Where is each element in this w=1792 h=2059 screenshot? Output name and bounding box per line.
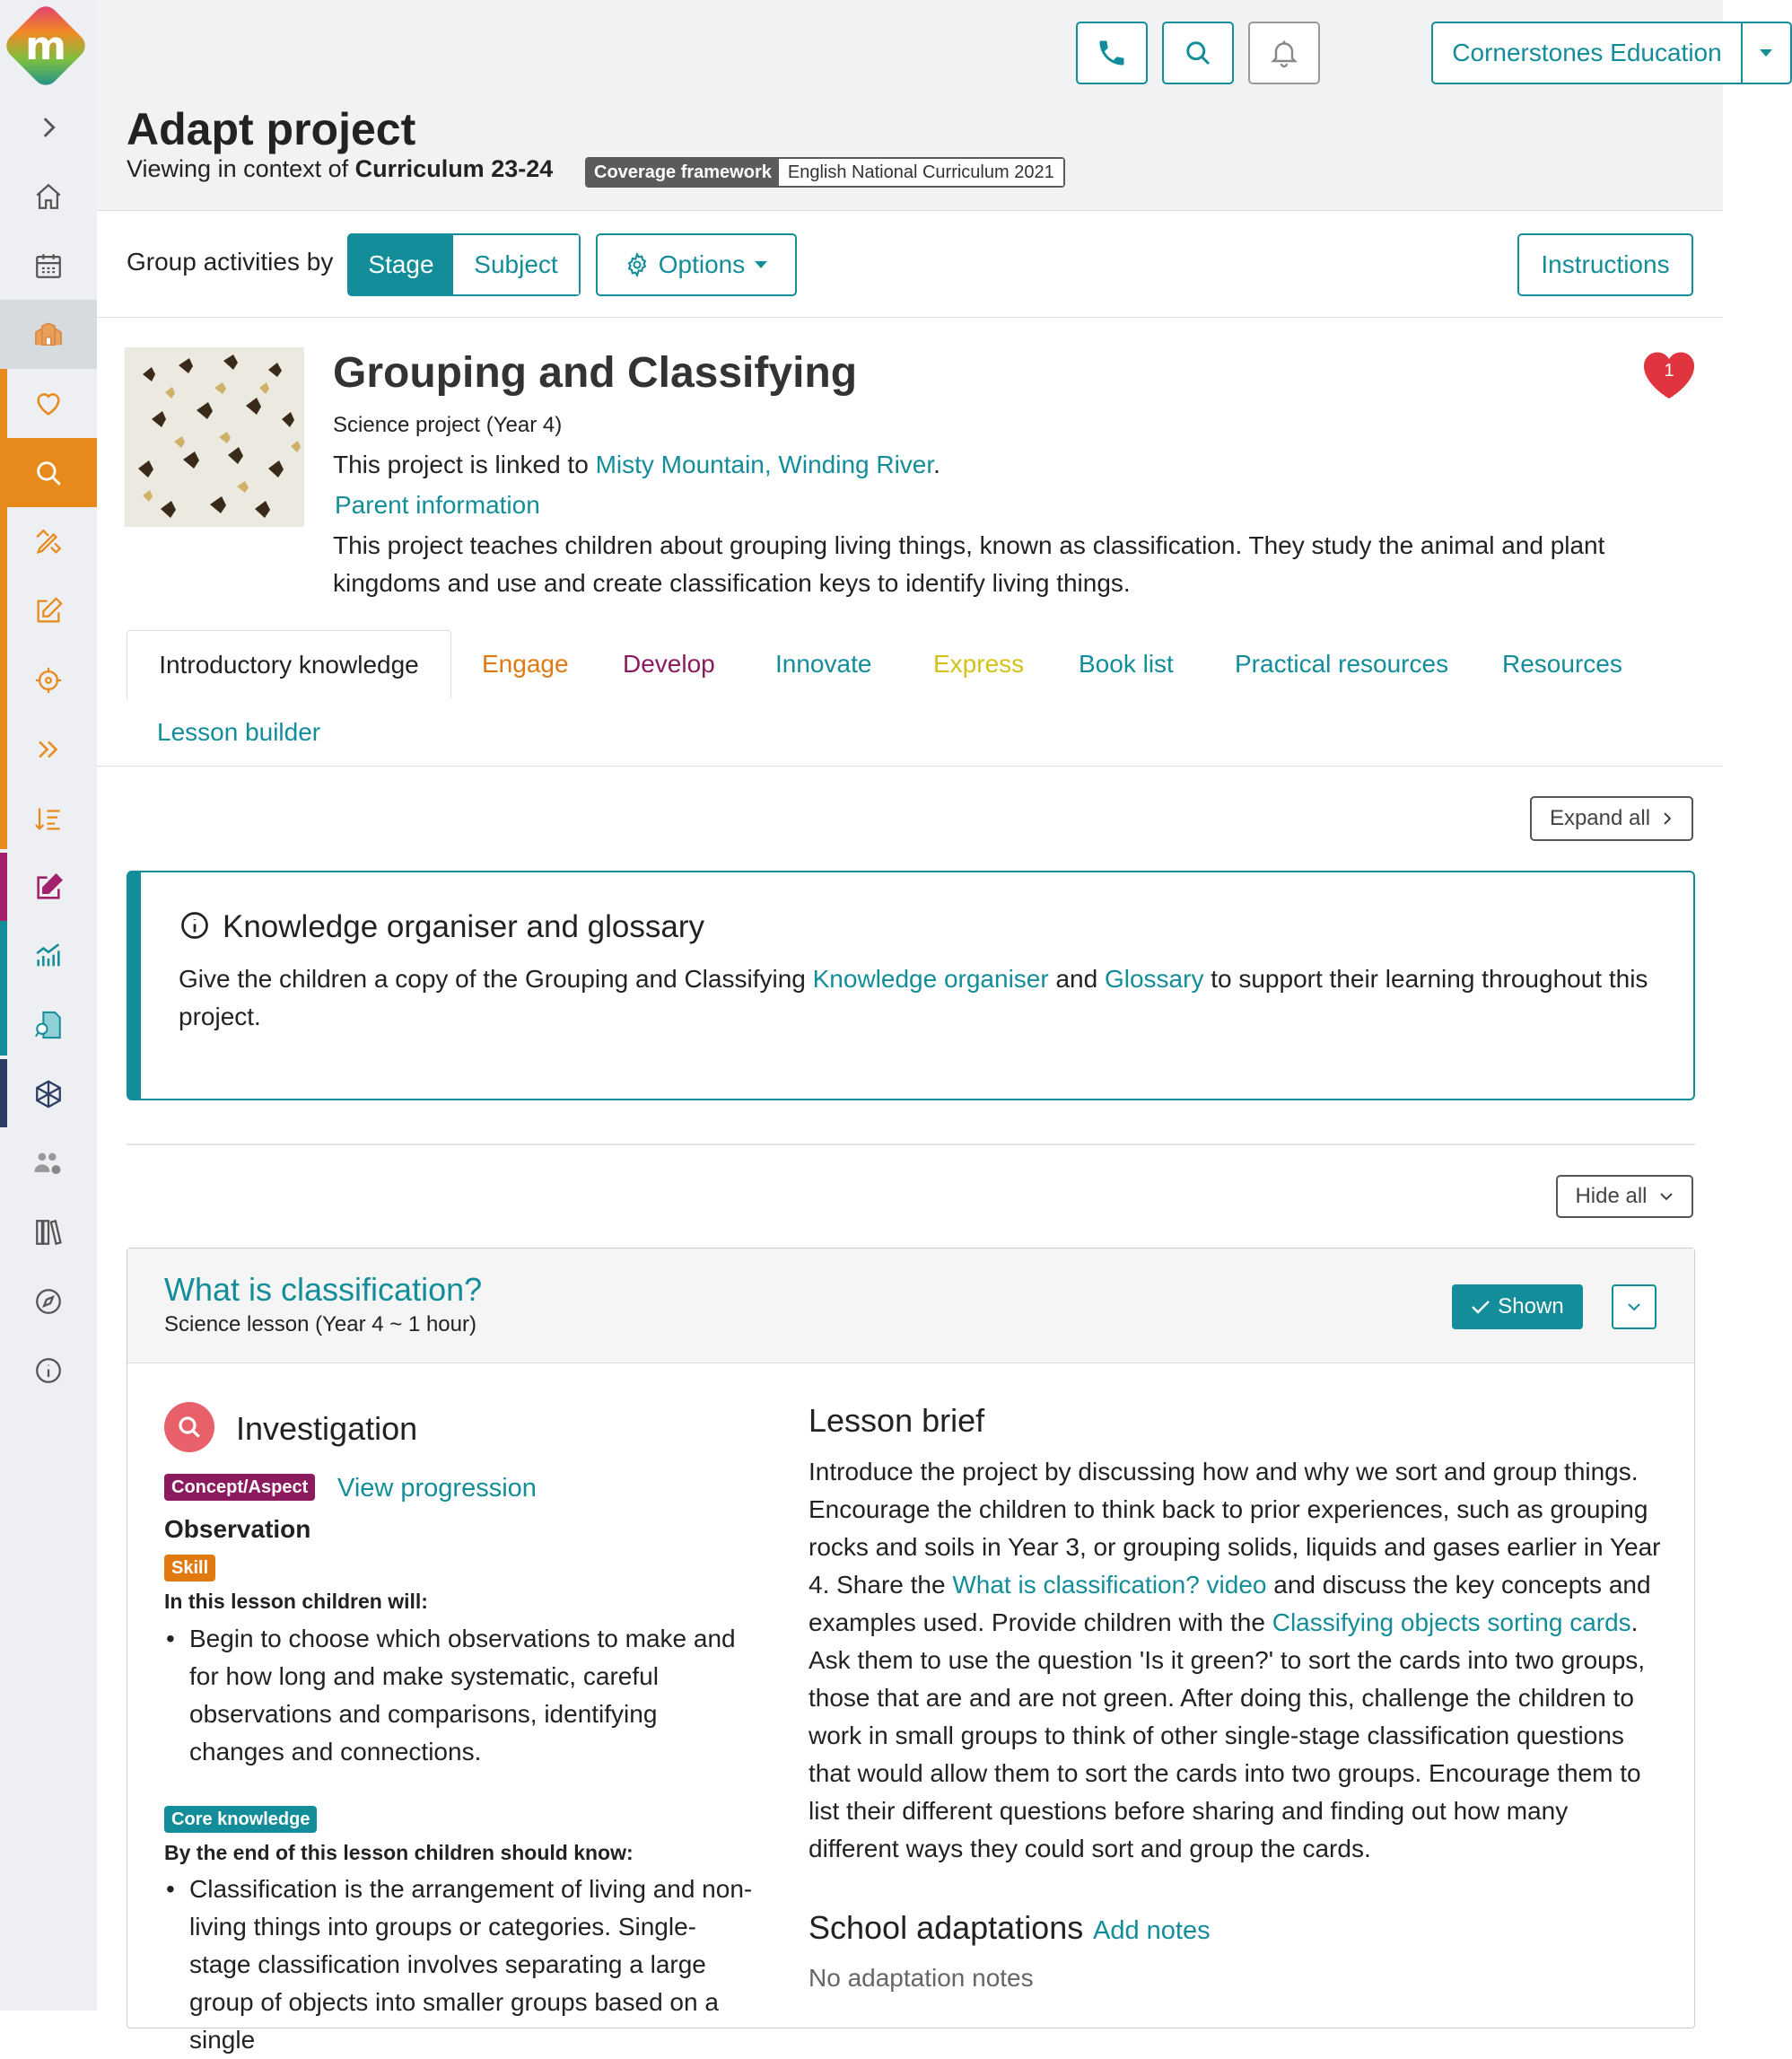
- tab-innovate[interactable]: Innovate: [775, 650, 872, 678]
- phone-button[interactable]: [1076, 22, 1148, 84]
- sidebar-item-explore[interactable]: [0, 1266, 97, 1336]
- add-notes-link[interactable]: Add notes: [1093, 1916, 1211, 1945]
- bell-icon: [1268, 37, 1300, 69]
- search-icon: [175, 1413, 204, 1441]
- sidebar: [0, 0, 97, 2011]
- sidebar-item-design[interactable]: [0, 507, 97, 576]
- lesson-subtitle: Science lesson (Year 4 ~ 1 hour): [164, 1312, 476, 1336]
- lesson-brief-title: Lesson brief: [809, 1402, 985, 1439]
- sidebar-item-sort[interactable]: [0, 784, 97, 853]
- notifications-button[interactable]: [1248, 22, 1320, 84]
- will-heading: In this lesson children will:: [164, 1590, 428, 1613]
- expand-all-label: Expand all: [1549, 806, 1651, 830]
- sidebar-item-favourites[interactable]: [0, 369, 97, 438]
- tab-express[interactable]: Express: [933, 650, 1025, 678]
- sidebar-item-home[interactable]: [0, 162, 97, 231]
- chevron-right-icon: [33, 112, 64, 143]
- chevron-down-icon: [1625, 1301, 1643, 1313]
- coverage-value: English National Curriculum 2021: [779, 159, 1063, 186]
- group-by-toggle: [347, 233, 581, 296]
- document-search-icon: [33, 1010, 64, 1040]
- page-header: [97, 0, 1723, 211]
- compass-icon: [33, 1286, 64, 1317]
- tabs-divider: [97, 766, 1723, 767]
- knowledge-organiser-text: [179, 960, 1650, 1036]
- brief-text-2: and discuss the key concepts and examples used. Provide children with the: [809, 1571, 1651, 1636]
- school-name[interactable]: Cornerstones Education: [1433, 23, 1743, 83]
- brief-text-1: Introduce the project by discussing how and why we sort and group things. Encourage the children to think back to prior experiences, such as grouping rocks and soils in Year 3, or grouping solids, liquids and gases earlier in Year 4. Share the: [809, 1458, 1661, 1599]
- classification-video-link[interactable]: What is classification? video: [952, 1571, 1267, 1599]
- pen-square-icon: [33, 872, 64, 903]
- lesson-type-title: Investigation: [236, 1410, 418, 1447]
- lesson-title[interactable]: What is classification?: [164, 1271, 483, 1308]
- tab-introductory-knowledge[interactable]: Introductory knowledge: [127, 630, 451, 698]
- project-thumbnail: [125, 347, 304, 527]
- heart-icon: [33, 389, 64, 419]
- tab-engage[interactable]: Engage: [482, 650, 569, 678]
- sidebar-item-analytics[interactable]: [0, 921, 97, 990]
- caret-down-icon: [754, 260, 768, 269]
- books-icon: [33, 1217, 64, 1248]
- linked-suffix: .: [933, 451, 940, 478]
- project-description: This project teaches children about grouping living things, known as classification. They study the animal and plant kingdoms and use and create classification keys to identify living things.: [333, 531, 1605, 597]
- search-button[interactable]: [1162, 22, 1234, 84]
- school-selector[interactable]: [1431, 22, 1792, 84]
- project-linked-line: [333, 451, 940, 479]
- concept-badge: Concept/Aspect: [164, 1474, 315, 1501]
- tab-practical-resources[interactable]: Practical resources: [1235, 650, 1449, 678]
- knowledge-text-3: to support their learning throughout this project.: [179, 965, 1648, 1030]
- search-icon: [33, 458, 64, 488]
- lesson-collapse-button[interactable]: [1612, 1284, 1657, 1329]
- linked-project-link[interactable]: Misty Mountain, Winding River: [595, 451, 934, 478]
- instructions-button[interactable]: Instructions: [1517, 233, 1693, 296]
- gear-icon: [625, 252, 650, 277]
- list-item: • Classification is the arrangement of living and non-living things into groups or categories. Single-stage classification involves separating a large group of objects into smaller groups based on a single: [164, 1871, 756, 2059]
- sidebar-item-school[interactable]: [0, 300, 97, 369]
- logo-icon[interactable]: m: [25, 22, 66, 69]
- hide-all-label: Hide all: [1575, 1184, 1648, 1208]
- school-adaptations-title: School adaptations: [809, 1909, 1084, 1946]
- context-curriculum: Curriculum 23-24: [354, 155, 554, 182]
- shown-toggle-button[interactable]: [1452, 1284, 1583, 1329]
- page-title: Adapt project: [127, 104, 416, 154]
- core-knowledge-badge: Core knowledge: [164, 1806, 317, 1833]
- expand-all-button[interactable]: [1530, 796, 1693, 841]
- tab-book-list[interactable]: Book list: [1079, 650, 1174, 678]
- options-label: Options: [658, 250, 746, 278]
- shown-label: Shown: [1498, 1294, 1564, 1319]
- knowledge-organiser-title: Knowledge organiser and glossary: [223, 909, 704, 944]
- users-settings-icon: [33, 1148, 64, 1178]
- caret-down-icon: [1758, 48, 1774, 58]
- favourite-count: 1: [1664, 361, 1674, 381]
- observation-label: Observation: [164, 1515, 311, 1543]
- glossary-link[interactable]: Glossary: [1104, 965, 1204, 993]
- edit-icon: [33, 596, 64, 626]
- knowledge-text-1: Give the children a copy of the Grouping and Classifying: [179, 965, 806, 993]
- sidebar-item-target[interactable]: [0, 645, 97, 714]
- project-title: Grouping and Classifying: [333, 349, 858, 397]
- sidebar-item-documents[interactable]: [0, 990, 97, 1059]
- sidebar-item-assess[interactable]: [0, 853, 97, 922]
- sidebar-item-library[interactable]: [0, 1197, 97, 1266]
- home-icon: [33, 181, 64, 212]
- know-list: [164, 1871, 756, 2059]
- group-by-stage-button[interactable]: Stage: [349, 235, 453, 294]
- network-icon: [33, 1079, 64, 1109]
- school-dropdown-toggle[interactable]: [1741, 23, 1790, 83]
- context-prefix: Viewing in context of: [127, 155, 349, 182]
- double-chevron-icon: [33, 734, 64, 765]
- sidebar-item-calendar[interactable]: [0, 231, 97, 300]
- skill-badge: Skill: [164, 1555, 215, 1581]
- project-subtitle: Science project (Year 4): [333, 413, 563, 437]
- info-icon: [179, 909, 211, 942]
- check-icon: [1471, 1299, 1490, 1315]
- section-divider: [127, 1143, 1695, 1145]
- sort-list-icon: [33, 803, 64, 834]
- sidebar-item-search[interactable]: [0, 438, 97, 507]
- group-by-subject-button[interactable]: Subject: [453, 235, 579, 294]
- no-adaptation-notes: No adaptation notes: [809, 1964, 1034, 1992]
- view-progression-link[interactable]: View progression: [337, 1474, 537, 1503]
- sidebar-item-progress[interactable]: [0, 714, 97, 784]
- chart-icon: [33, 941, 64, 971]
- parent-information-link[interactable]: Parent information: [335, 491, 540, 519]
- sidebar-item-edit[interactable]: [0, 576, 97, 645]
- tab-resources[interactable]: Resources: [1502, 650, 1622, 678]
- sorting-cards-link[interactable]: Classifying objects sorting cards: [1272, 1608, 1631, 1636]
- pencil-ruler-icon: [33, 527, 64, 557]
- list-item: • Begin to choose which observations to make and for how long and make systematic, careful observations and comparisons, identifying changes and connections.: [164, 1620, 756, 1771]
- tab-develop[interactable]: Develop: [623, 650, 715, 678]
- coverage-key: Coverage framework: [587, 159, 779, 186]
- sidebar-item-users[interactable]: [0, 1128, 97, 1197]
- favourite-button[interactable]: [1642, 350, 1696, 400]
- chevron-right-icon: [1661, 810, 1674, 827]
- tab-lesson-builder[interactable]: Lesson builder: [157, 718, 321, 746]
- coverage-framework-badge: [585, 157, 1065, 188]
- knowledge-organiser-link[interactable]: Knowledge organiser: [812, 965, 1049, 993]
- crosshair-icon: [33, 665, 64, 696]
- search-icon: [1182, 37, 1214, 69]
- context-line: [127, 155, 553, 183]
- phone-icon: [1096, 37, 1128, 69]
- school-building-icon: [33, 320, 64, 350]
- sidebar-item-info[interactable]: [0, 1336, 97, 1405]
- brief-text-3: . Ask them to use the question 'Is it green?' to sort the cards into two groups, those that are and are not green. After doing this, challenge the children to work in small groups to think of other single-stage classification questions that would allow them to sort the cards into two groups. Encourage them to list their different questions before sharing and finding out how many different ways they could sort and group the cards.: [809, 1608, 1646, 1862]
- sidebar-item-network[interactable]: [0, 1059, 97, 1128]
- info-icon: [33, 1355, 64, 1386]
- group-toolbar: [97, 212, 1723, 318]
- linked-prefix: This project is linked to: [333, 451, 589, 478]
- know-heading: By the end of this lesson children should know:: [164, 1841, 634, 1864]
- lesson-brief-text: [809, 1453, 1661, 1868]
- investigation-icon: [164, 1402, 214, 1452]
- chevron-down-icon: [1658, 1190, 1674, 1203]
- calendar-icon: [33, 250, 64, 281]
- group-by-label: Group activities by: [127, 248, 334, 276]
- options-button[interactable]: [596, 233, 797, 296]
- hide-all-button[interactable]: [1556, 1175, 1693, 1218]
- butterflies-image: [125, 347, 304, 527]
- will-list: [164, 1620, 756, 1771]
- expand-sidebar-button[interactable]: [0, 92, 97, 162]
- knowledge-text-2: and: [1055, 965, 1098, 993]
